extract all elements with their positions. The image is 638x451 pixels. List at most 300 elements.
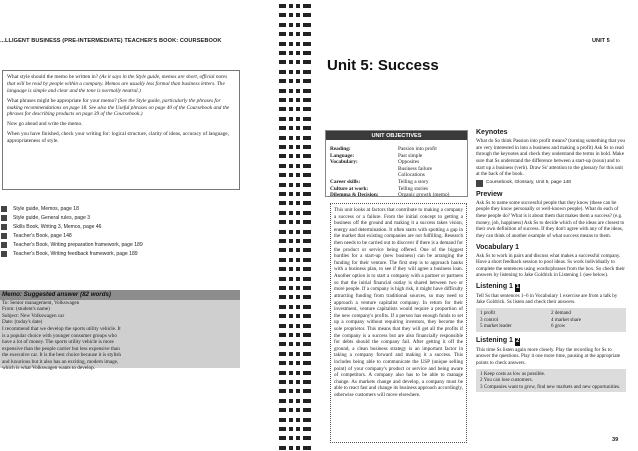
- ring-segment: [289, 267, 293, 271]
- ring-segment: [289, 154, 293, 158]
- ring-segment: [279, 164, 286, 168]
- spiral-ring: [279, 117, 311, 121]
- ring-segment: [279, 32, 286, 36]
- ring-segment: [289, 361, 293, 365]
- ring-segment: [303, 154, 311, 158]
- spiral-ring: [279, 145, 311, 149]
- spiral-ring: [279, 164, 311, 168]
- ring-segment: [296, 230, 300, 234]
- memo-line: is a popular choice with younger consumer groups who: [2, 332, 117, 339]
- ring-segment: [289, 418, 293, 422]
- question-3: Now go ahead and write the memo.: [7, 121, 83, 128]
- ring-segment: [289, 136, 293, 140]
- ring-segment: [296, 258, 300, 262]
- spiral-ring: [279, 258, 311, 262]
- objective-row: Career skills: Telling a story: [330, 179, 429, 186]
- ring-segment: [289, 324, 293, 328]
- spiral-ring: [279, 314, 311, 318]
- ring-segment: [296, 183, 300, 187]
- ring-segment: [303, 342, 311, 346]
- objective-row: Vocabulary: Opposites: [330, 159, 420, 166]
- ring-segment: [289, 408, 293, 412]
- unit-label: UNIT 5: [592, 38, 610, 44]
- spiral-ring: [279, 295, 311, 299]
- memo-line: To: Senior management, Volkswagen: [2, 299, 80, 306]
- spiral-ring: [279, 107, 311, 111]
- ring-segment: [289, 51, 293, 55]
- ring-segment: [279, 267, 286, 271]
- ring-segment: [279, 4, 286, 8]
- ring-segment: [303, 324, 311, 328]
- ring-segment: [303, 89, 311, 93]
- ring-segment: [279, 446, 286, 450]
- ring-segment: [296, 408, 300, 412]
- ring-segment: [279, 399, 286, 403]
- ring-segment: [289, 380, 293, 384]
- book-icon: [476, 180, 483, 187]
- question-1: What style should the memo be written in? (As it says in the Style guide, memos are short, official notes that will be read by people within a company. Memos are usually less formal than business letters. The language is simple and clear and the tone is normally neutral.): [7, 74, 228, 94]
- ring-segment: [289, 79, 293, 83]
- ring-segment: [303, 436, 311, 440]
- ring-segment: [289, 399, 293, 403]
- running-header: ...LLIGENT BUSINESS (PRE-INTERMEDIATE) TEACHER'S BOOK: COURSEBOOK: [0, 38, 222, 44]
- ring-segment: [279, 42, 286, 46]
- ring-segment: [289, 211, 293, 215]
- ring-segment: [279, 277, 286, 281]
- ring-segment: [303, 408, 311, 412]
- book-icon: [1, 215, 7, 221]
- ring-segment: [289, 70, 293, 74]
- ring-segment: [289, 352, 293, 356]
- memo-title: Memo: Suggested answer (82 words): [0, 290, 240, 300]
- ring-segment: [296, 201, 300, 205]
- ring-segment: [296, 371, 300, 375]
- ring-segment: [296, 220, 300, 224]
- list-item: Teacher's Book, Writing preparation framework, page 189: [0, 240, 240, 249]
- ring-segment: [303, 352, 311, 356]
- spiral-ring: [279, 13, 311, 17]
- spiral-ring: [279, 42, 311, 46]
- ring-segment: [303, 248, 311, 252]
- ring-segment: [279, 295, 286, 299]
- ring-segment: [303, 286, 311, 290]
- ring-segment: [303, 32, 311, 36]
- ring-segment: [279, 192, 286, 196]
- listening-1-answers: [476, 308, 626, 332]
- spiral-ring: [279, 380, 311, 384]
- ring-segment: [296, 211, 300, 215]
- ring-segment: [303, 13, 311, 17]
- ring-segment: [296, 126, 300, 130]
- ring-segment: [289, 436, 293, 440]
- listening-1-heading: Listening 1 1: [476, 283, 520, 291]
- ring-segment: [303, 418, 311, 422]
- ring-segment: [279, 258, 286, 262]
- ring-segment: [303, 192, 311, 196]
- ring-segment: [303, 211, 311, 215]
- ring-segment: [289, 277, 293, 281]
- spiral-ring: [279, 173, 311, 177]
- ring-segment: [279, 154, 286, 158]
- ring-segment: [279, 211, 286, 215]
- ring-segment: [289, 183, 293, 187]
- ring-segment: [289, 230, 293, 234]
- ring-segment: [296, 427, 300, 431]
- glossary-reference: Coursebook, Glossary, Unit 5, page 148: [476, 180, 626, 187]
- answer-item: 1 profit: [480, 310, 496, 317]
- objective-row: Reading: Passion into profit: [330, 146, 437, 152]
- ring-segment: [303, 380, 311, 384]
- list-item: Teacher's Book, Writing feedback framework, page 189: [0, 249, 240, 258]
- ring-segment: [279, 361, 286, 365]
- ring-segment: [289, 98, 293, 102]
- ring-segment: [296, 192, 300, 196]
- ring-segment: [279, 371, 286, 375]
- spiral-ring: [279, 371, 311, 375]
- spiral-ring: [279, 389, 311, 393]
- spiral-ring: [279, 220, 311, 224]
- ring-segment: [279, 23, 286, 27]
- ring-segment: [303, 267, 311, 271]
- track-number: 2: [515, 337, 520, 344]
- spiral-ring: [279, 333, 311, 337]
- spiral-ring: [279, 79, 311, 83]
- book-icon: [1, 242, 7, 248]
- ring-segment: [289, 295, 293, 299]
- ring-segment: [279, 51, 286, 55]
- writing-questions-box: [2, 70, 240, 190]
- ring-segment: [303, 98, 311, 102]
- ring-segment: [296, 267, 300, 271]
- spiral-binding: [279, 0, 311, 451]
- ring-segment: [279, 436, 286, 440]
- ring-segment: [303, 60, 311, 64]
- preview-text: Ask Ss to name some successful people that they know (these can be people they know personally or well-known people). What do each of these people do? What is it about them that makes them a success? (e.g. money, job, happiness) Ask Ss to decide which of the ideas are closest to their own definition of success. If they don't agree with any of the ideas, they can think of another example of what success means to them.: [476, 199, 625, 239]
- ring-segment: [289, 220, 293, 224]
- ring-segment: [279, 248, 286, 252]
- ring-segment: [303, 427, 311, 431]
- ring-segment: [279, 183, 286, 187]
- ring-segment: [289, 42, 293, 46]
- list-item: Skills Book, Writing 3, Memos, page 46: [0, 222, 240, 231]
- spiral-ring: [279, 98, 311, 102]
- ring-segment: [303, 277, 311, 281]
- spiral-ring: [279, 211, 311, 215]
- listening-2-text: This time Ss listen again more closely. Play the recording for Ss to answer the questions. Play it one more time, pausing at the appropriate points to check answers.: [476, 346, 621, 366]
- ring-segment: [296, 248, 300, 252]
- spiral-ring: [279, 418, 311, 422]
- ring-segment: [296, 173, 300, 177]
- ring-segment: [289, 60, 293, 64]
- ring-segment: [296, 361, 300, 365]
- spiral-ring: [279, 89, 311, 93]
- unit-introduction-text: This unit looks at factors that contribute to making a company a success or a failure. From the initial concept to getting a business off the ground and making it a success takes vision, energy and determination. It often starts with spotting a gap in the market that existing companies are not fulfilling. Research then needs to be carried out to discover if there is a demand for the product or service being offered. One of the biggest hurdles for a start-up (new business) can be arranging the funding for their venture. The first step is to approach banks with a business plan, to see if they will agree a business loan. Another option is to start a company with a partner or partners so that the initial financial outlay is shared between two or more people. If a company is high risk, it might have difficulty attracting funding from traditional sources, so may need to approach a venture capitalist company. In return for their investment, venture capitalists would require a proportion of the new company's profits. If a person has enough funds to set up a company without requiring investors, they become the sole proprietor. This means that they will get all the profits if the company is a success but are also financially responsible for debts should the company fail. After getting it off the ground, a clean business strategy is an important factor in taking a company forward and making it a success. This includes being able to communicate the USP (unique selling point) of your company's product or service and being aware of competitors. A company also has to be able to manage change. As markets change and develop, a company must be able to react fast and change its business approach accordingly, otherwise customers will move elsewhere.: [330, 203, 467, 443]
- ring-segment: [279, 418, 286, 422]
- answer-item: 3 Companies want to grow, find new markets and new opportunities.: [480, 383, 621, 390]
- ring-segment: [303, 333, 311, 337]
- ring-segment: [279, 324, 286, 328]
- ring-segment: [303, 4, 311, 8]
- ring-segment: [289, 4, 293, 8]
- spiral-ring: [279, 126, 311, 130]
- unit-objectives-box: [325, 130, 468, 197]
- ring-segment: [296, 136, 300, 140]
- memo-line: have a lot of money. The sports utility vehicle is more: [2, 339, 114, 346]
- ring-segment: [296, 295, 300, 299]
- ring-segment: [279, 173, 286, 177]
- spiral-ring: [279, 427, 311, 431]
- ring-segment: [296, 117, 300, 121]
- ring-segment: [296, 305, 300, 309]
- memo-line: I recommend that we develop the sports utility vehicle. It: [2, 326, 121, 332]
- ring-segment: [279, 117, 286, 121]
- ring-segment: [296, 446, 300, 450]
- spiral-ring: [279, 324, 311, 328]
- keynotes-text: What do So think Passion into profit means? (turning something that you are very interested in into a business and making a profit) Ask Ss to read through the keynotes and check they understand the terms in bold. Make sure that Ss understand the difference between a start-up (noun) and to start up a business (verb). Draw Ss' attention to the glossary for this unit at the back of the book.: [476, 138, 625, 178]
- ring-segment: [296, 79, 300, 83]
- vocabulary-heading: Vocabulary 1: [476, 243, 520, 251]
- ring-segment: [289, 239, 293, 243]
- ring-segment: [303, 201, 311, 205]
- ring-segment: [296, 32, 300, 36]
- ring-segment: [296, 314, 300, 318]
- objective-row: Language: Past simple: [330, 152, 423, 159]
- ring-segment: [303, 23, 311, 27]
- ring-segment: [296, 324, 300, 328]
- ring-segment: [279, 60, 286, 64]
- ring-segment: [289, 248, 293, 252]
- ring-segment: [289, 371, 293, 375]
- preview-heading: Preview: [476, 190, 503, 198]
- ring-segment: [296, 352, 300, 356]
- memo-line: the executive car. It is the best choice because it is stylish: [2, 352, 121, 359]
- spiral-ring: [279, 23, 311, 27]
- memo-line: From: (student's name): [2, 306, 50, 313]
- answer-item: 6 grow: [551, 323, 566, 330]
- ring-segment: [289, 305, 293, 309]
- objective-row: Collocations: [398, 172, 425, 179]
- ring-segment: [279, 342, 286, 346]
- answer-item: 1 Keep costs as low as possible.: [480, 370, 546, 377]
- spiral-ring: [279, 183, 311, 187]
- spiral-ring: [279, 4, 311, 8]
- ring-segment: [296, 277, 300, 281]
- ring-segment: [289, 333, 293, 337]
- ring-segment: [289, 164, 293, 168]
- objectives-heading: UNIT OBJECTIVES: [326, 131, 467, 140]
- spiral-ring: [279, 277, 311, 281]
- reference-list: [0, 204, 240, 259]
- ring-segment: [303, 42, 311, 46]
- spiral-ring: [279, 436, 311, 440]
- ring-segment: [279, 70, 286, 74]
- ring-segment: [296, 4, 300, 8]
- spiral-ring: [279, 352, 311, 356]
- question-4: When you have finished, check your writing for: logical structure, clarity of ideas, accuracy of language, appropriateness of style.: [7, 131, 229, 144]
- memo-line: Subject: New Volkswagen car: [2, 312, 65, 319]
- ring-segment: [303, 258, 311, 262]
- ring-segment: [296, 418, 300, 422]
- ring-segment: [279, 89, 286, 93]
- ring-segment: [296, 239, 300, 243]
- book-icon: [1, 233, 7, 239]
- ring-segment: [279, 98, 286, 102]
- ring-segment: [303, 314, 311, 318]
- ring-segment: [296, 107, 300, 111]
- ring-segment: [296, 164, 300, 168]
- spiral-ring: [279, 239, 311, 243]
- spiral-ring: [279, 286, 311, 290]
- keynotes-heading: Keynotes: [476, 129, 508, 136]
- ring-segment: [296, 286, 300, 290]
- ring-segment: [279, 201, 286, 205]
- teaching-notes-column: [476, 125, 626, 392]
- list-item: Teacher's Book, page 148: [0, 231, 240, 240]
- track-number: 1: [515, 284, 520, 291]
- spiral-ring: [279, 154, 311, 158]
- spiral-ring: [279, 305, 311, 309]
- listening-2-answers: [476, 369, 626, 393]
- ring-segment: [279, 107, 286, 111]
- spiral-ring: [279, 51, 311, 55]
- answer-item: 2 demand: [551, 310, 571, 317]
- page-number: 39: [612, 437, 619, 443]
- ring-segment: [289, 173, 293, 177]
- book-icon: [1, 224, 7, 230]
- ring-segment: [279, 13, 286, 17]
- ring-segment: [296, 399, 300, 403]
- ring-segment: [303, 70, 311, 74]
- ring-segment: [296, 51, 300, 55]
- ring-segment: [296, 13, 300, 17]
- objective-row: Dilemma & Decision: Organic growth (memo): [330, 192, 450, 199]
- ring-segment: [303, 79, 311, 83]
- ring-segment: [296, 389, 300, 393]
- ring-segment: [303, 183, 311, 187]
- ring-segment: [303, 145, 311, 149]
- ring-segment: [303, 239, 311, 243]
- question-2: What phrases might be appropriate for your memo? (See the Style guide, particularly the phrases for making recommendations on page 18. See also the Useful phrases on page 40 of the Coursebook and the phrases for describing products on page 39 of the Coursebook.): [7, 97, 230, 118]
- ring-segment: [279, 314, 286, 318]
- ring-segment: [289, 126, 293, 130]
- spiral-ring: [279, 408, 311, 412]
- ring-segment: [303, 371, 311, 375]
- ring-segment: [303, 126, 311, 130]
- answer-item: 5 market leader: [480, 323, 512, 330]
- memo-line: which is what Volkswagen wants to develop.: [2, 365, 96, 372]
- ring-segment: [289, 107, 293, 111]
- ring-segment: [296, 42, 300, 46]
- vocabulary-text: Ask Ss to work in pairs and discuss what makes a successful company. Have a short feedback session to pool ideas. Ss work individually to complete the sentences using words/phrases from the box. So check their answers by listening to Jake Goldrick in Listening 1 (see below).: [476, 252, 625, 279]
- list-item: Style guide, Memos, page 18: [0, 204, 240, 213]
- spiral-ring: [279, 192, 311, 196]
- ring-segment: [296, 380, 300, 384]
- ring-segment: [279, 136, 286, 140]
- ring-segment: [289, 314, 293, 318]
- ring-segment: [303, 51, 311, 55]
- spiral-ring: [279, 361, 311, 365]
- ring-segment: [296, 23, 300, 27]
- objective-row: Culture at work: Telling stories: [330, 185, 429, 192]
- ring-segment: [289, 192, 293, 196]
- ring-segment: [289, 446, 293, 450]
- ring-segment: [279, 239, 286, 243]
- objective-row: Business failure: [398, 165, 432, 172]
- ring-segment: [289, 258, 293, 262]
- spiral-ring: [279, 70, 311, 74]
- book-icon: [1, 251, 7, 257]
- ring-segment: [303, 136, 311, 140]
- memo-line: and luxurious but it also has an exciting, modern image,: [2, 358, 119, 365]
- ring-segment: [303, 361, 311, 365]
- ring-segment: [289, 145, 293, 149]
- ring-segment: [279, 220, 286, 224]
- answer-item: 3 control: [480, 316, 499, 323]
- ring-segment: [279, 352, 286, 356]
- ring-segment: [289, 13, 293, 17]
- ring-segment: [279, 305, 286, 309]
- listening-1-text: Tell Ss that sentences 1–6 in Vocabulary 1 exercise are from a talk by Jake Goldrick. Ss listen and check their answers.: [476, 292, 618, 306]
- memo-answer-box: [0, 290, 240, 372]
- spiral-ring: [279, 60, 311, 64]
- ring-segment: [303, 389, 311, 393]
- ring-segment: [279, 389, 286, 393]
- ring-segment: [296, 342, 300, 346]
- ring-segment: [289, 201, 293, 205]
- answer-item: 2 You can lose customers.: [480, 377, 533, 384]
- ring-segment: [296, 98, 300, 102]
- ring-segment: [303, 230, 311, 234]
- book-icon: [1, 206, 7, 212]
- ring-segment: [289, 23, 293, 27]
- ring-segment: [289, 427, 293, 431]
- ring-segment: [296, 60, 300, 64]
- ring-segment: [296, 333, 300, 337]
- ring-segment: [303, 305, 311, 309]
- spiral-ring: [279, 342, 311, 346]
- ring-segment: [279, 427, 286, 431]
- page-title: Unit 5: Success: [327, 57, 439, 74]
- spiral-ring: [279, 267, 311, 271]
- ring-segment: [279, 380, 286, 384]
- ring-segment: [303, 295, 311, 299]
- ring-segment: [279, 408, 286, 412]
- spiral-ring: [279, 248, 311, 252]
- ring-segment: [279, 79, 286, 83]
- ring-segment: [289, 389, 293, 393]
- ring-segment: [303, 399, 311, 403]
- ring-segment: [279, 333, 286, 337]
- spiral-ring: [279, 32, 311, 36]
- ring-segment: [303, 220, 311, 224]
- spiral-ring: [279, 136, 311, 140]
- memo-line: Date: (today's date): [2, 319, 43, 326]
- ring-segment: [289, 117, 293, 121]
- ring-segment: [289, 89, 293, 93]
- memo-line: expensive than the people carrier but less expensive than: [2, 345, 120, 352]
- listening-2-heading: Listening 1 2: [476, 336, 520, 344]
- ring-segment: [289, 286, 293, 290]
- ring-segment: [296, 145, 300, 149]
- ring-segment: [303, 446, 311, 450]
- ring-segment: [289, 342, 293, 346]
- ring-segment: [279, 230, 286, 234]
- ring-segment: [303, 107, 311, 111]
- ring-segment: [279, 126, 286, 130]
- spiral-ring: [279, 201, 311, 205]
- spiral-ring: [279, 399, 311, 403]
- ring-segment: [279, 286, 286, 290]
